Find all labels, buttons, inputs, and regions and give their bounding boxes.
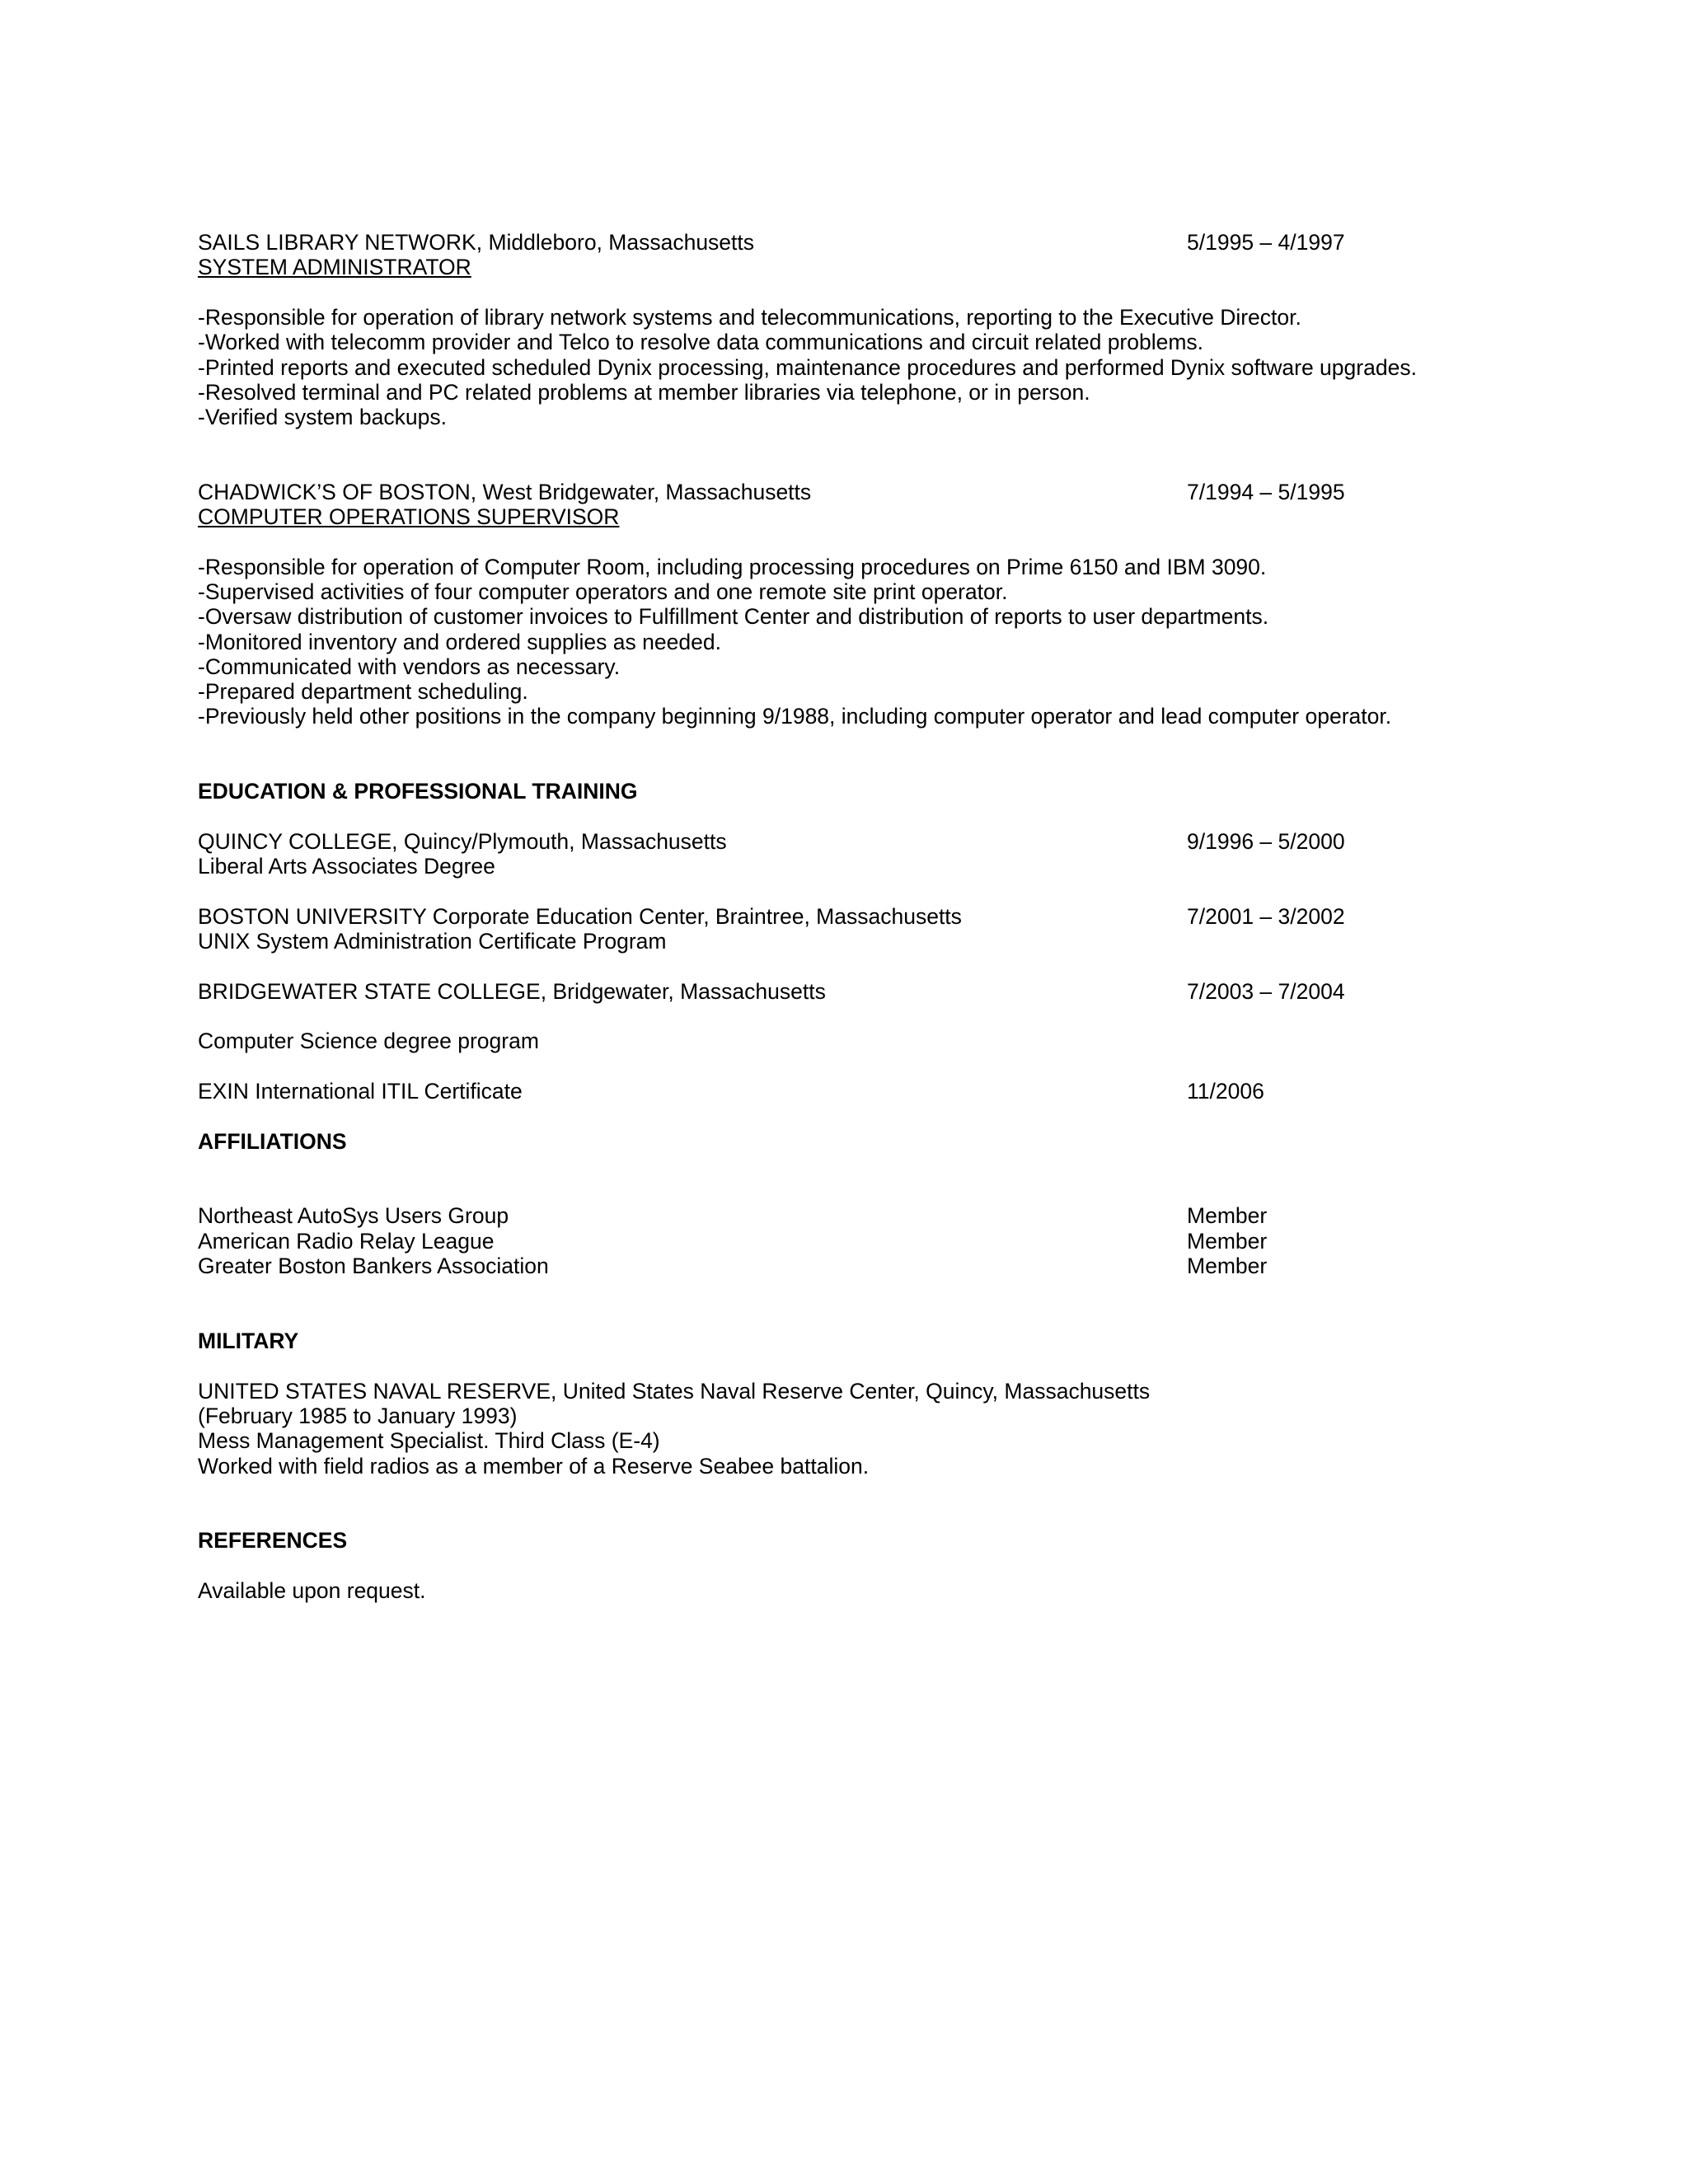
affiliation-name: Greater Boston Bankers Association	[198, 1254, 549, 1278]
military-line: (February 1985 to January 1993)	[198, 1404, 518, 1428]
education-dates: 11/2006	[1187, 1079, 1264, 1104]
job-bullet: -Resolved terminal and PC related problems at member libraries via telephone, or in person.	[198, 380, 1090, 405]
job-bullet: -Verified system backups.	[198, 405, 447, 429]
job-employer: CHADWICK’S OF BOSTON, West Bridgewater, Massachusetts	[198, 480, 812, 504]
job-dates: 7/1994 – 5/1995	[1187, 480, 1345, 504]
job-dates: 5/1995 – 4/1997	[1187, 230, 1345, 255]
job-bullet: -Previously held other positions in the company beginning 9/1988, including computer operator and lead computer operator.	[198, 704, 1392, 729]
job-bullet: -Monitored inventory and ordered supplies as needed.	[198, 630, 721, 654]
affiliation-role: Member	[1187, 1229, 1268, 1254]
education-dates: 7/2003 – 7/2004	[1187, 979, 1345, 1004]
job-bullet: -Prepared department scheduling.	[198, 679, 528, 704]
education-school: QUINCY COLLEGE, Quincy/Plymouth, Massachusetts	[198, 829, 727, 854]
job-bullet: -Printed reports and executed scheduled Dynix processing, maintenance procedures and performed Dynix software upgrades.	[198, 355, 1417, 380]
job-bullet: -Worked with telecomm provider and Telco to resolve data communications and circuit related problems.	[198, 330, 1204, 354]
job-bullet: -Oversaw distribution of customer invoices to Fulfillment Center and distribution of reports to user departments.	[198, 604, 1269, 629]
job-bullet: -Communicated with vendors as necessary.	[198, 654, 621, 679]
references-heading: REFERENCES	[198, 1528, 348, 1553]
job-employer: SAILS LIBRARY NETWORK, Middleboro, Massachusetts	[198, 230, 755, 255]
education-heading: EDUCATION & PROFESSIONAL TRAINING	[198, 779, 638, 804]
education-school: BRIDGEWATER STATE COLLEGE, Bridgewater, Massachusetts	[198, 979, 826, 1004]
military-line: UNITED STATES NAVAL RESERVE, United States Naval Reserve Center, Quincy, Massachusetts	[198, 1379, 1151, 1404]
military-line: Worked with field radios as a member of a Reserve Seabee battalion.	[198, 1454, 870, 1479]
affiliation-role: Member	[1187, 1203, 1268, 1228]
education-dates: 7/2001 – 3/2002	[1187, 904, 1345, 929]
job-title: SYSTEM ADMINISTRATOR	[198, 255, 471, 279]
education-detail: Liberal Arts Associates Degree	[198, 854, 495, 879]
education-school: BOSTON UNIVERSITY Corporate Education Center, Braintree, Massachusetts	[198, 904, 962, 929]
military-line: Mess Management Specialist. Third Class (E-4)	[198, 1428, 660, 1453]
education-detail: UNIX System Administration Certificate Program	[198, 929, 667, 954]
education-detail: Computer Science degree program	[198, 1029, 539, 1053]
affiliation-role: Member	[1187, 1254, 1268, 1278]
affiliation-name: Northeast AutoSys Users Group	[198, 1203, 509, 1228]
references-text: Available upon request.	[198, 1578, 426, 1603]
job-title: COMPUTER OPERATIONS SUPERVISOR	[198, 504, 620, 529]
job-bullet: -Responsible for operation of library network systems and telecommunications, reporting to the Executive Director.	[198, 305, 1301, 330]
job-bullet: -Responsible for operation of Computer Room, including processing procedures on Prime 6150 and IBM 3090.	[198, 555, 1267, 579]
job-bullet: -Supervised activities of four computer operators and one remote site print operator.	[198, 579, 1008, 604]
military-heading: MILITARY	[198, 1329, 299, 1353]
affiliations-heading: AFFILIATIONS	[198, 1129, 347, 1154]
education-dates: 9/1996 – 5/2000	[1187, 829, 1345, 854]
education-school: EXIN International ITIL Certificate	[198, 1079, 523, 1104]
affiliation-name: American Radio Relay League	[198, 1229, 495, 1254]
